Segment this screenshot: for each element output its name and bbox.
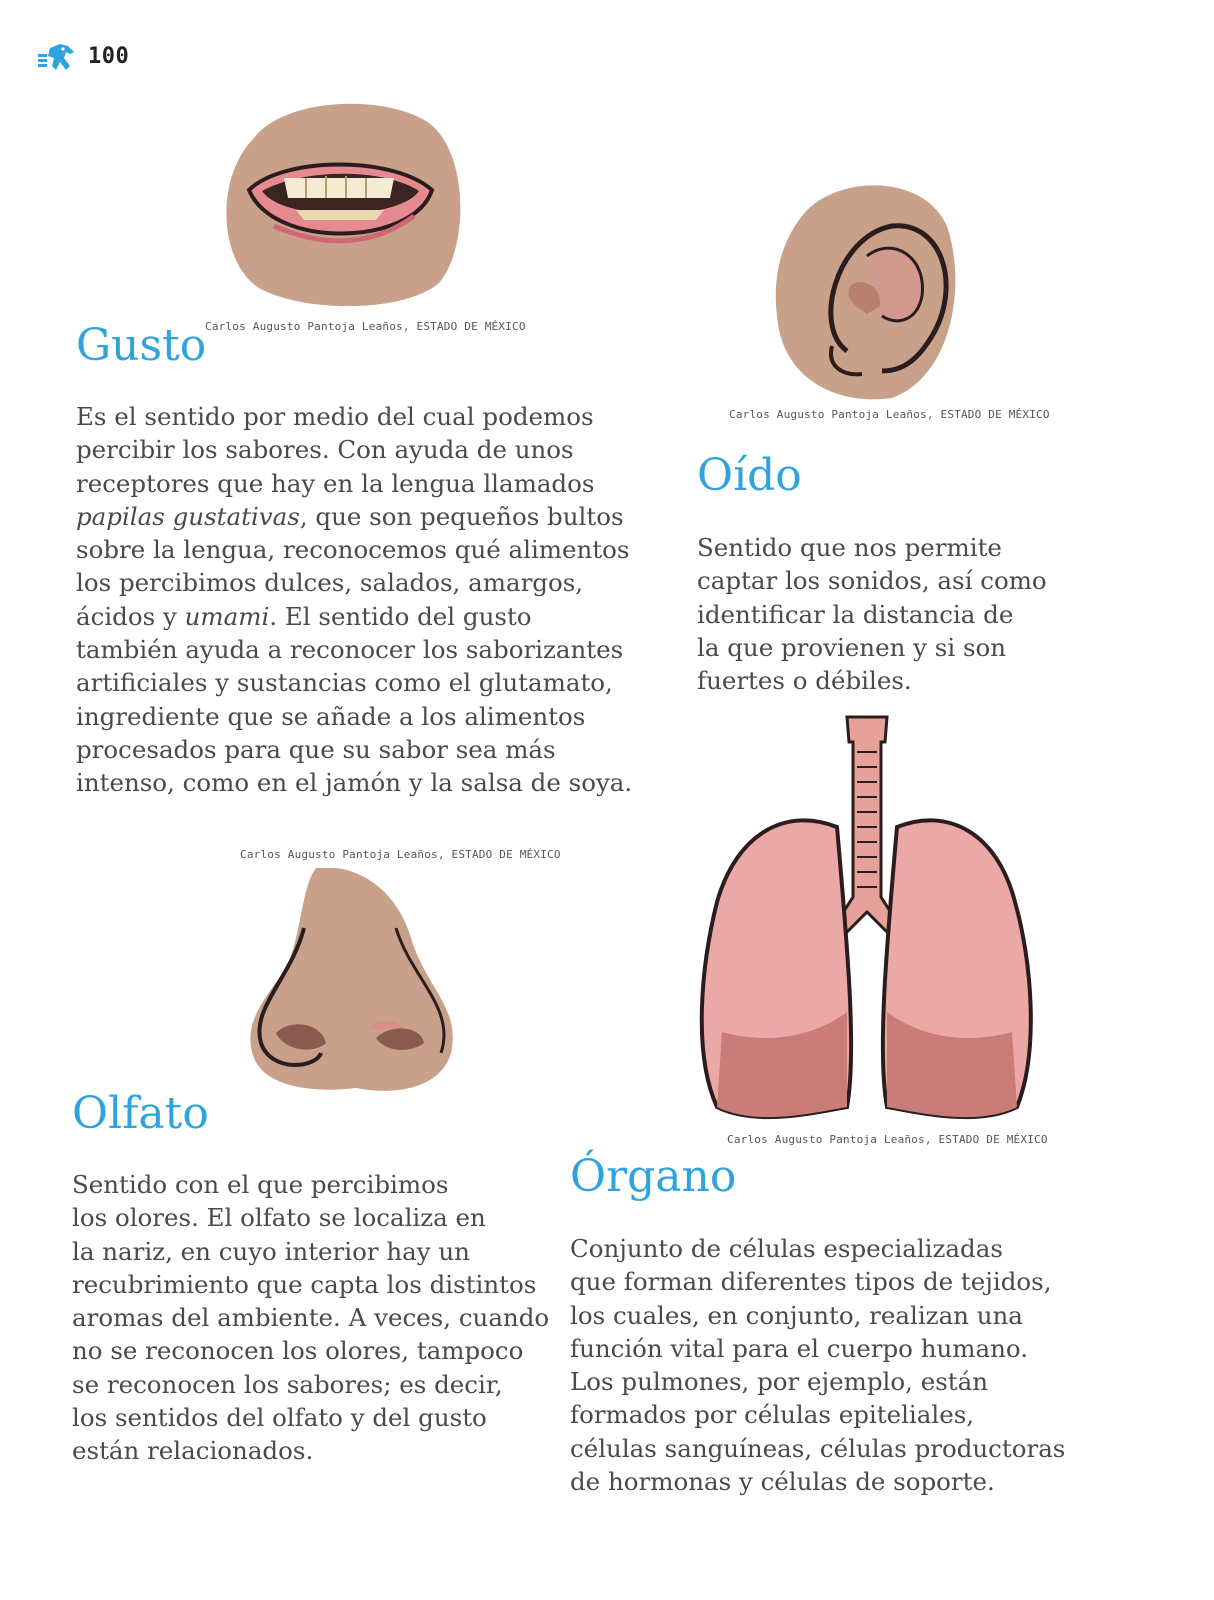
- ear-illustration: [772, 176, 962, 402]
- olfato-credit: Carlos Augusto Pantoja Leaños, ESTADO DE MÉXICO: [240, 848, 561, 861]
- oido-title: Oído: [697, 450, 802, 501]
- gusto-text: Es el sentido por medio del cual podemos percibir los sabores. Con ayuda de unos receptores que hay en la lengua llamados papilas gustativas, que son pequeños bultos sobre la lengua, reconocemos qué alimentos los percibimos dulces, salados, amargos, ácidos y umami. El sentido del gusto también ayuda a reconocer los saborizantes artificiales y sustancias como el glutamato, ingrediente que se añade a los alimentos procesados para que su sabor sea más intenso, como en el jamón y la salsa de soya.: [76, 402, 633, 798]
- mouth-illustration: [214, 98, 466, 310]
- organo-text: Conjunto de células especializadas que forman diferentes tipos de tejidos, los cuales, en conjunto, realizan una función vital para el cuerpo humano. Los pulmones, por ejemplo, están formados por células epiteliales, células sanguíneas, células productoras de hormonas y células de soporte.: [570, 1234, 1066, 1497]
- organo-title: Órgano: [570, 1151, 737, 1202]
- hand-bird-icon: [36, 40, 80, 76]
- olfato-title: Olfato: [72, 1088, 209, 1139]
- nose-illustration: [246, 868, 458, 1096]
- organo-credit: Carlos Augusto Pantoja Leaños, ESTADO DE MÉXICO: [727, 1133, 1048, 1146]
- oido-text: Sentido que nos permite captar los sonidos, así como identificar la distancia de la que provienen y si son fuertes o débiles.: [697, 533, 1047, 696]
- lungs-illustration: [697, 712, 1037, 1132]
- oido-credit: Carlos Augusto Pantoja Leaños, ESTADO DE MÉXICO: [729, 408, 1050, 421]
- page-number: 100: [88, 44, 130, 69]
- gusto-credit: Carlos Augusto Pantoja Leaños, ESTADO DE MÉXICO: [205, 320, 526, 333]
- gusto-title: Gusto: [76, 320, 207, 371]
- olfato-text: Sentido con el que percibimos los olores. El olfato se localiza en la nariz, en cuyo interior hay un recubrimiento que capta los distintos aromas del ambiente. A veces, cuando no se reconocen los olores, tampoco se reconocen los sabores; es decir, los sentidos del olfato y del gusto están relacionados.: [72, 1170, 550, 1466]
